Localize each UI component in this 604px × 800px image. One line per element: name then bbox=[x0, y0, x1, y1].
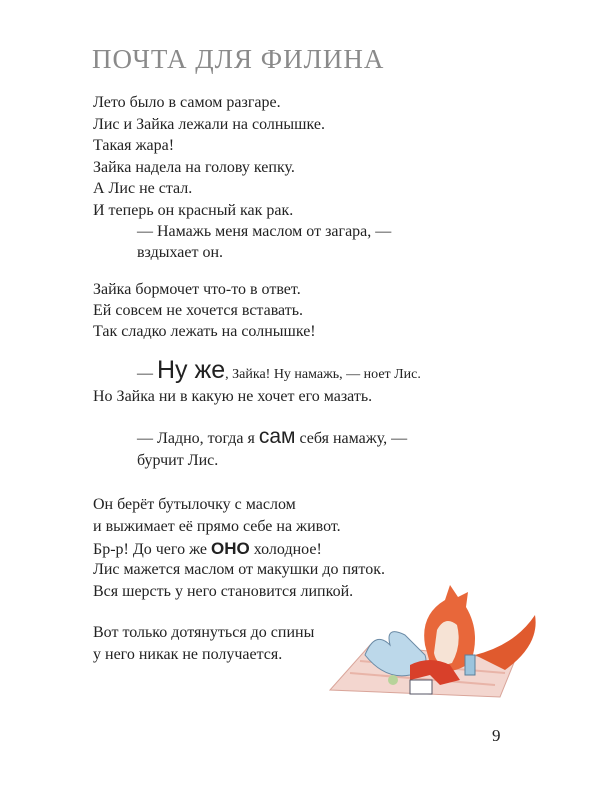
text-segment: холодное! bbox=[249, 541, 322, 558]
text-segment: — bbox=[137, 365, 157, 382]
emphasis-text: Ну же bbox=[157, 356, 226, 384]
emphasis-text: ОНО bbox=[211, 539, 250, 558]
text-line: Но Зайка ни в какую не хочет его мазать. bbox=[93, 388, 373, 405]
text-line: бурчит Лис. bbox=[137, 452, 219, 469]
text-segment: Бр-р! До чего же bbox=[93, 541, 212, 558]
dialogue-line bbox=[137, 356, 421, 385]
text-line: Зайка бормочет что-то в ответ. bbox=[93, 281, 301, 298]
emphasis-text: сам bbox=[258, 425, 296, 448]
chapter-title: ПОЧТА ДЛЯ ФИЛИНА bbox=[92, 44, 385, 74]
text-segment: себя намажу, — bbox=[295, 430, 408, 447]
text-line: Лис мажется маслом от макушки до пяток. bbox=[93, 561, 385, 578]
text-line: и выжимает её прямо себе на живот. bbox=[93, 518, 341, 535]
text-line: Лето было в самом разгаре. bbox=[93, 94, 281, 111]
text-segment: , Зайка! Ну намажь, — ноет Лис. bbox=[225, 367, 421, 382]
text-line: Так сладко лежать на солнышке! bbox=[93, 323, 316, 340]
text-line: А Лис не стал. bbox=[93, 180, 193, 197]
text-line: Лис и Зайка лежали на солнышке. bbox=[93, 116, 325, 133]
text-line: Ей совсем не хочется вставать. bbox=[93, 302, 304, 319]
text-line: И теперь он красный как рак. bbox=[93, 202, 294, 219]
dialogue-line bbox=[137, 427, 407, 449]
text-line: Он берёт бутылочку с маслом bbox=[93, 496, 296, 513]
text-line: Зайка надела на голову кепку. bbox=[93, 159, 295, 176]
text-segment: — Ладно, тогда я bbox=[137, 430, 259, 447]
text-line: Вот только дотянуться до спины bbox=[93, 624, 315, 641]
text-line: Вся шерсть у него становится липкой. bbox=[93, 583, 354, 600]
text-line: вздыхает он. bbox=[137, 244, 224, 261]
text-line: Такая жара! bbox=[93, 137, 175, 154]
text-line: — Намажь меня маслом от загара, — bbox=[137, 223, 392, 240]
text-line: у него никак не получается. bbox=[93, 646, 283, 663]
page-number: 9 bbox=[492, 726, 501, 745]
dialogue-line bbox=[93, 539, 322, 560]
fox-and-bunny-illustration bbox=[325, 585, 550, 700]
